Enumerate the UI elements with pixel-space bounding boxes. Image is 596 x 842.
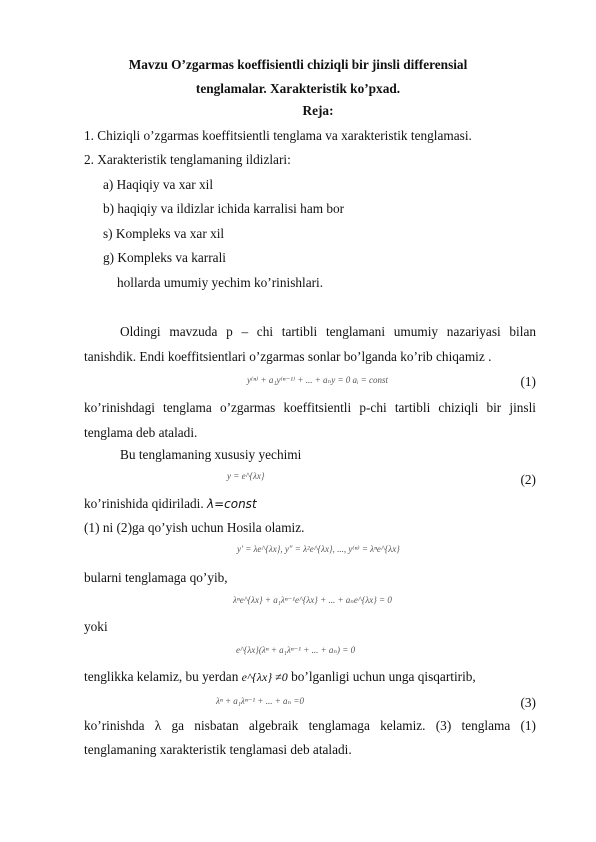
para9-line1: ko’rinishda λ ga nisbatan algebraik tenglamaga kelamiz. (3) tenglama (1) [84, 718, 536, 733]
plan-item-2: 2. Xarakteristik tenglamaning ildizlari: [84, 152, 291, 167]
para1-line2: tanishdik. Endi koeffitsientlari o’zgarmas sonlar bo’lganda ko’rib chiqamiz . [84, 349, 492, 364]
equation-1-number: (1) [520, 374, 536, 389]
para1-line1: Oldingi mavzuda p – chi tartibli tenglamani umumiy nazariyasi bilan [120, 324, 536, 339]
para5: (1) ni (2)ga qo’yish uchun Hosila olamiz. [84, 520, 305, 535]
plan-item-1: 1. Chiziqli o’zgarmas koeffitsientli tenglama va xarakteristik tenglamasi. [84, 128, 472, 143]
equation-5: e^{λx}(λⁿ + a₁λⁿ⁻¹ + ... + aₙ) = 0 [236, 645, 356, 655]
sub-item-s: s) Kompleks va xar xil [103, 226, 225, 241]
para9-line2: tenglamaning xarakteristik tenglamasi deb ataladi. [84, 742, 352, 757]
equation-6-number: (3) [520, 695, 536, 710]
para2-line1: ko’rinishdagi tenglama o’zgarmas koeffitsientli p-chi tartibli chiziqli bir jinsli [84, 400, 536, 415]
sub-item-a: a) Haqiqiy va xar xil [103, 177, 214, 192]
para8-expression: e^{λx} ≠0 [241, 670, 288, 684]
para3: Bu tenglamaning xususiy yechimi [120, 447, 302, 462]
para7: yoki [84, 619, 108, 634]
equation-2-number: (2) [520, 472, 536, 487]
para6: bularni tenglamaga qo’yib, [84, 570, 228, 585]
para8-after: bo’lganligi uchun unga qisqartirib, [287, 669, 476, 684]
title-line-2: tenglamalar. Xarakteristik ko’pxad. [195, 81, 401, 96]
lambda-const: λ=const [206, 497, 257, 511]
para4 [84, 496, 257, 512]
para8 [84, 669, 476, 685]
equation-6: λⁿ + a₁λⁿ⁻¹ + ... + aₙ =0 [216, 696, 304, 706]
para8-before: tenglikka kelamiz, bu yerdan [84, 669, 242, 684]
sub-items-footer: hollarda umumiy yechim ko’rinishlari. [117, 275, 324, 290]
equation-1: y⁽ⁿ⁾ + a₁y⁽ⁿ⁻¹⁾ + ... + aₙy = 0 aᵢ = const [247, 375, 389, 385]
plan-heading: Reja: [302, 103, 334, 118]
para2-line2: tenglama deb ataladi. [84, 425, 198, 440]
sub-item-b: b) haqiqiy va ildizlar ichida karralisi ham bor [103, 201, 345, 216]
equation-4: λⁿe^{λx} + a₁λⁿ⁻¹e^{λx} + ... + aₙe^{λx} = 0 [233, 595, 392, 605]
equation-2: y = e^{λx} [227, 471, 265, 481]
para4-text: ko’rinishida qidiriladi. [84, 496, 207, 511]
equation-3: y′ = λe^{λx}, y″ = λ²e^{λx}, ..., y⁽ⁿ⁾ = λⁿe^{λx} [237, 544, 400, 554]
sub-item-g: g) Kompleks va karrali [103, 250, 226, 265]
title-line-1: Mavzu O’zgarmas koeffisientli chiziqli bir jinsli differensial [128, 57, 468, 72]
